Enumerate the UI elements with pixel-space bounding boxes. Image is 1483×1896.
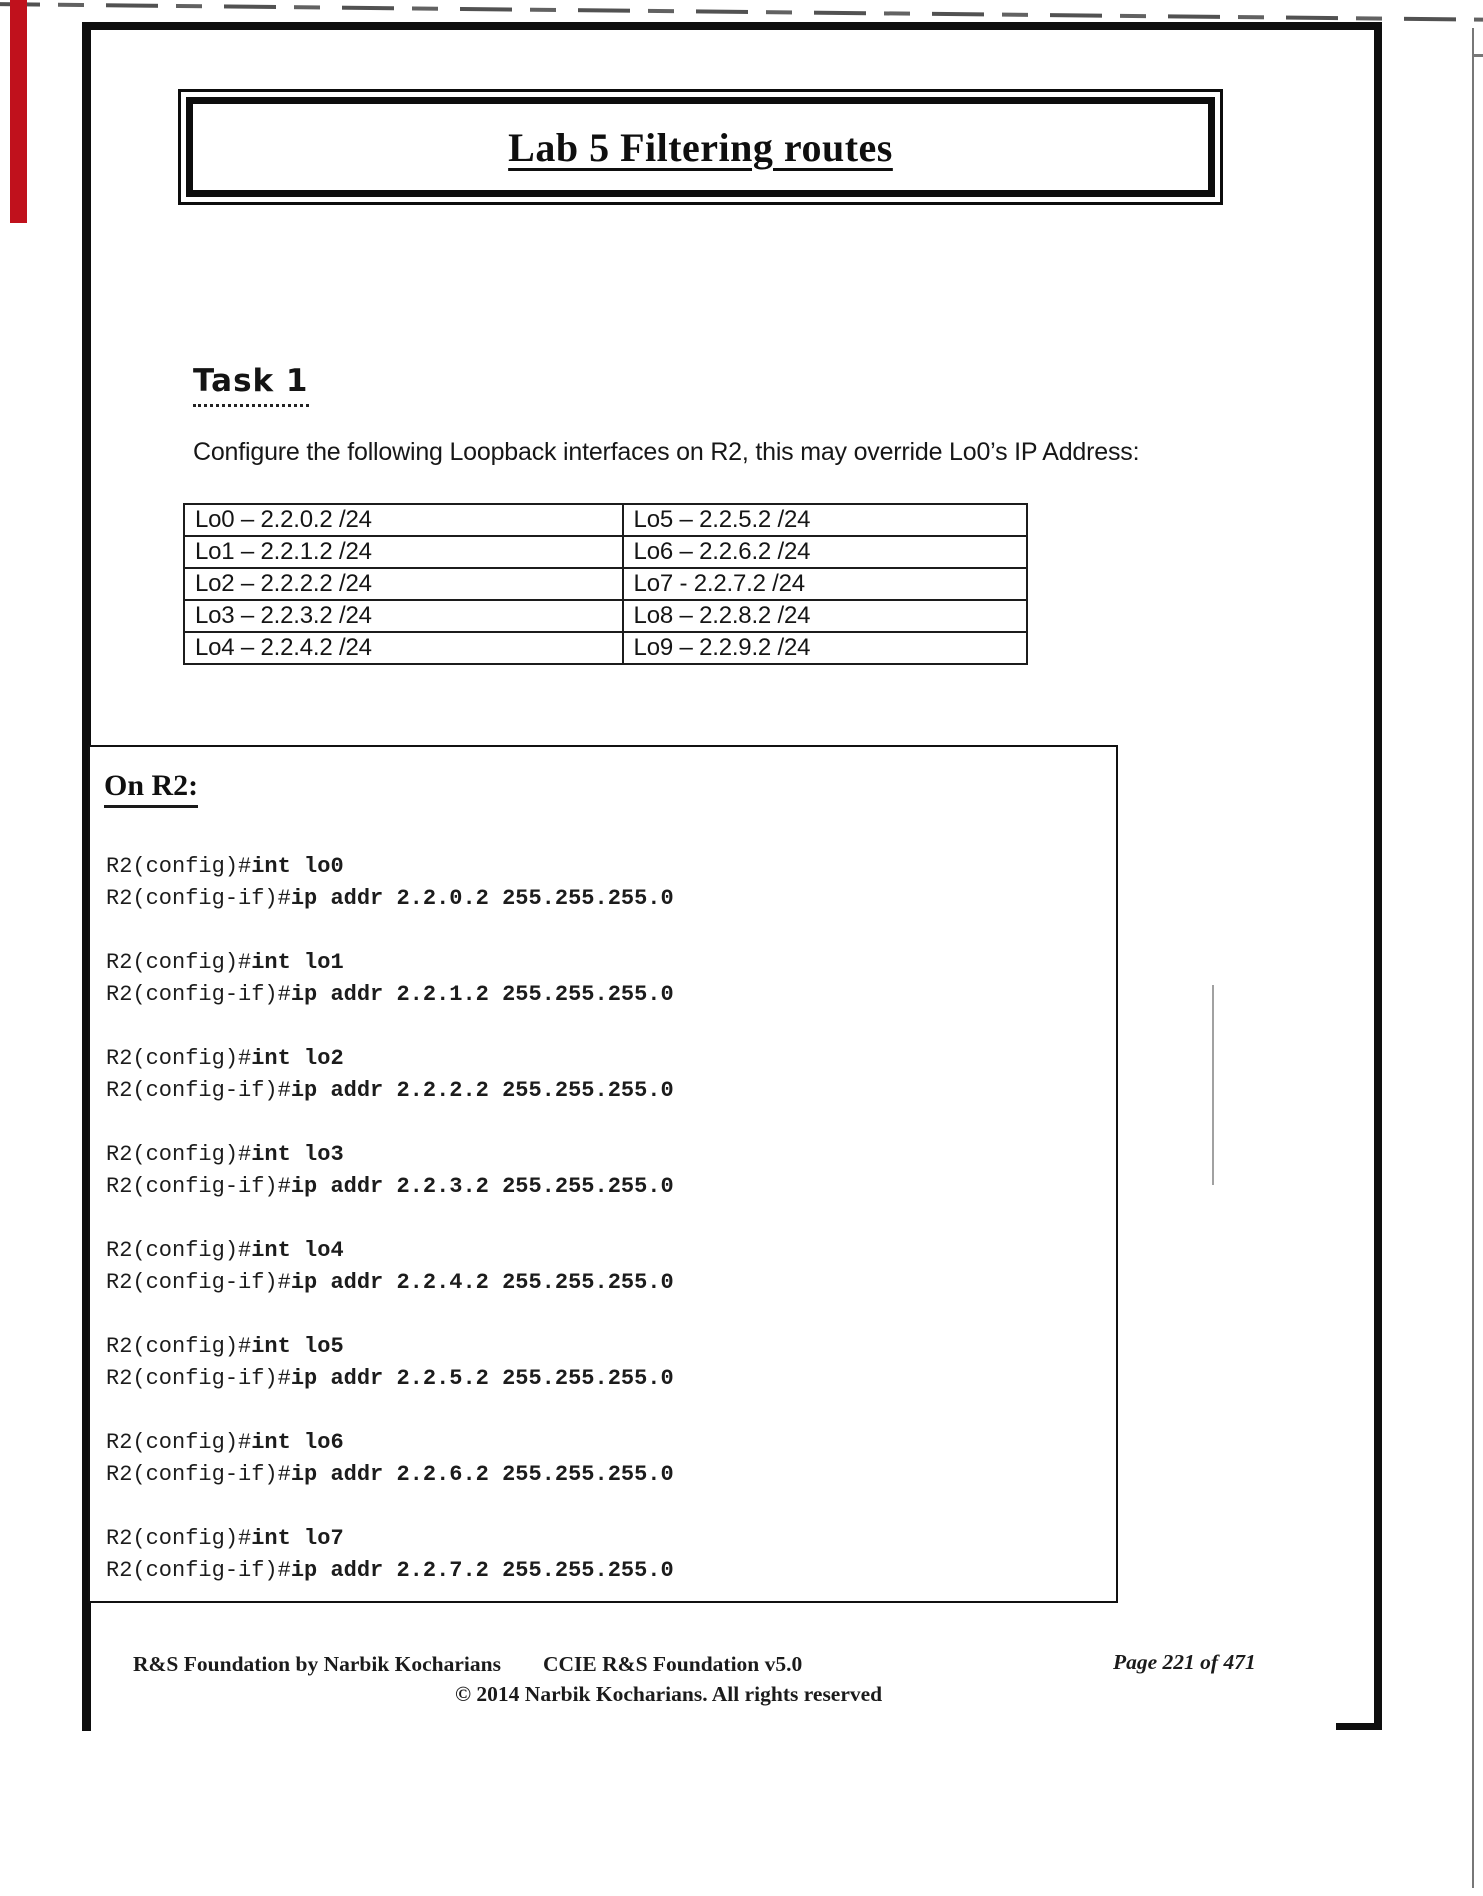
cli-prompt: R2(config-if)# xyxy=(106,886,291,911)
code-line xyxy=(106,1459,674,1491)
cli-prompt: R2(config)# xyxy=(106,1142,252,1167)
cli-prompt: R2(config)# xyxy=(106,854,252,879)
table-cell: Lo9 – 2.2.9.2 /24 xyxy=(623,632,1027,664)
code-line xyxy=(106,1363,674,1395)
cli-prompt: R2(config-if)# xyxy=(106,1462,291,1487)
table-cell: Lo0 – 2.2.0.2 /24 xyxy=(184,504,623,536)
config-command-block xyxy=(106,1043,674,1107)
table-cell: Lo6 – 2.2.6.2 /24 xyxy=(623,536,1027,568)
code-line xyxy=(106,1267,674,1299)
scan-right-edge-line xyxy=(1472,28,1474,1888)
cli-prompt: R2(config-if)# xyxy=(106,1366,291,1391)
code-line xyxy=(106,1139,674,1171)
cli-prompt: R2(config)# xyxy=(106,1238,252,1263)
cli-command: ip addr 2.2.3.2 255.255.255.0 xyxy=(290,1174,674,1199)
table-row xyxy=(184,632,1027,664)
code-line xyxy=(106,1427,674,1459)
cli-prompt: R2(config-if)# xyxy=(106,1270,291,1295)
code-line xyxy=(106,1235,674,1267)
cli-command: ip addr 2.2.6.2 255.255.255.0 xyxy=(290,1462,674,1487)
title-box-inner-border xyxy=(186,97,1215,197)
code-line xyxy=(106,979,674,1011)
footer-course: CCIE R&S Foundation v5.0 xyxy=(543,1652,803,1676)
cli-prompt: R2(config)# xyxy=(106,1526,252,1551)
console-code xyxy=(106,851,674,1619)
code-line xyxy=(106,1555,674,1587)
table-cell: Lo1 – 2.2.1.2 /24 xyxy=(184,536,623,568)
cli-command: int lo7 xyxy=(251,1526,344,1551)
code-line xyxy=(106,1171,674,1203)
table-cell: Lo3 – 2.2.3.2 /24 xyxy=(184,600,623,632)
cli-prompt: R2(config)# xyxy=(106,950,252,975)
table-row xyxy=(184,504,1027,536)
task-description: Configure the following Loopback interfaces on R2, this may override Lo0’s IP Address: xyxy=(193,438,1140,466)
cli-prompt: R2(config-if)# xyxy=(106,1558,291,1583)
cli-command: int lo6 xyxy=(251,1430,344,1455)
cli-prompt: R2(config-if)# xyxy=(106,1174,291,1199)
config-command-block xyxy=(106,1523,674,1587)
task-heading: Task 1 xyxy=(193,363,309,407)
table-row xyxy=(184,568,1027,600)
cli-command: int lo5 xyxy=(251,1334,344,1359)
page-title: Lab 5 Filtering routes xyxy=(508,124,893,170)
code-line xyxy=(106,851,674,883)
cli-prompt: R2(config)# xyxy=(106,1046,252,1071)
cli-prompt: R2(config)# xyxy=(106,1334,252,1359)
cli-command: ip addr 2.2.2.2 255.255.255.0 xyxy=(290,1078,674,1103)
cli-prompt: R2(config-if)# xyxy=(106,982,291,1007)
cli-command: int lo3 xyxy=(251,1142,344,1167)
table-cell: Lo7 - 2.2.7.2 /24 xyxy=(623,568,1027,600)
cli-command: ip addr 2.2.7.2 255.255.255.0 xyxy=(290,1558,674,1583)
cli-prompt: R2(config)# xyxy=(106,1430,252,1455)
config-command-block xyxy=(106,851,674,915)
cli-command: ip addr 2.2.5.2 255.255.255.0 xyxy=(290,1366,674,1391)
scan-red-strip xyxy=(10,0,27,223)
config-command-block xyxy=(106,947,674,1011)
page-border-bottom-dash xyxy=(1336,1723,1382,1730)
page-border-right xyxy=(1374,22,1382,1730)
console-output-box xyxy=(88,745,1118,1603)
config-command-block xyxy=(106,1235,674,1299)
footer-page-number: Page 221 of 471 xyxy=(1113,1650,1256,1674)
table-cell: Lo5 – 2.2.5.2 /24 xyxy=(623,504,1027,536)
loopback-table xyxy=(183,503,1028,665)
table-row xyxy=(184,536,1027,568)
code-line xyxy=(106,883,674,915)
cli-command: ip addr 2.2.1.2 255.255.255.0 xyxy=(290,982,674,1007)
cli-prompt: R2(config-if)# xyxy=(106,1078,291,1103)
cli-command: int lo2 xyxy=(251,1046,344,1071)
cli-command: int lo0 xyxy=(251,854,344,879)
table-row xyxy=(184,600,1027,632)
code-line xyxy=(106,1043,674,1075)
config-command-block xyxy=(106,1331,674,1395)
scan-mid-right-line xyxy=(1212,985,1214,1185)
code-line xyxy=(106,1331,674,1363)
footer-copyright: © 2014 Narbik Kocharians. All rights reserved xyxy=(455,1682,883,1706)
cli-command: int lo1 xyxy=(251,950,344,975)
table-cell: Lo8 – 2.2.8.2 /24 xyxy=(623,600,1027,632)
scan-right-edge-tick xyxy=(1474,54,1483,57)
title-box xyxy=(178,89,1223,205)
cli-command: int lo4 xyxy=(251,1238,344,1263)
code-line xyxy=(106,947,674,979)
scan-top-dashed-line xyxy=(0,2,1483,22)
footer-author: R&S Foundation by Narbik Kocharians xyxy=(133,1652,501,1676)
code-line xyxy=(106,1523,674,1555)
console-heading: On R2: xyxy=(104,769,198,808)
code-line xyxy=(106,1075,674,1107)
cli-command: ip addr 2.2.0.2 255.255.255.0 xyxy=(290,886,674,911)
config-command-block xyxy=(106,1427,674,1491)
table-cell: Lo4 – 2.2.4.2 /24 xyxy=(184,632,623,664)
cli-command: ip addr 2.2.4.2 255.255.255.0 xyxy=(290,1270,674,1295)
table-cell: Lo2 – 2.2.2.2 /24 xyxy=(184,568,623,600)
config-command-block xyxy=(106,1139,674,1203)
page-border-top xyxy=(82,22,1382,30)
